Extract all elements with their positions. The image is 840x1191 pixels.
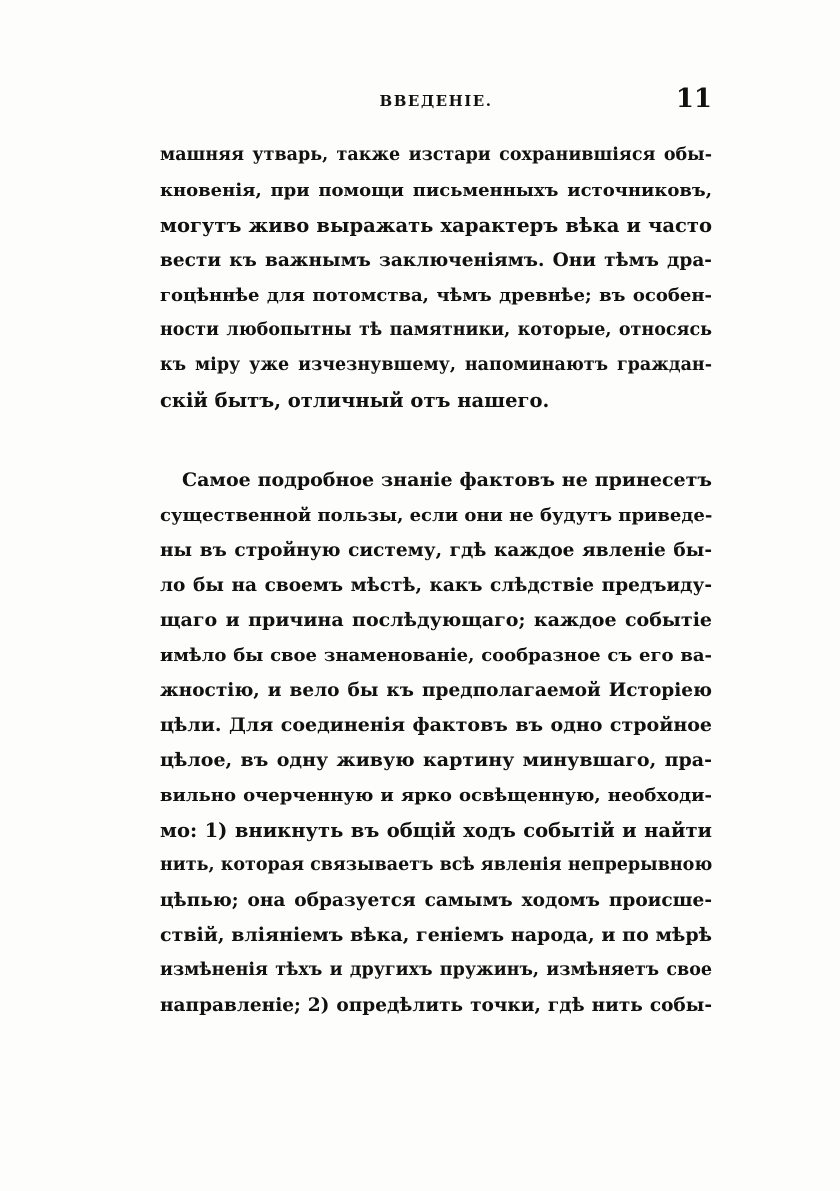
text-line: скій бытъ, отличный отъ нашего. [160, 389, 550, 412]
text-line: Самое подробное знаніе фактовъ не принесетъ [182, 469, 712, 491]
text-line: гоцѣннѣе для потомства, чѣмъ древнѣе; въ особен- [160, 285, 712, 306]
text-line: щаго и причина послѣдующаго; каждое событіе [160, 609, 712, 631]
text-line: могутъ живо выражать характеръ вѣка и часто [160, 214, 712, 237]
text-line: направленіе; 2) опредѣлить точки, гдѣ нить собы- [160, 995, 712, 1016]
text-line: вести къ важнымъ заключеніямъ. Они тѣмъ дра- [160, 250, 712, 271]
paragraph-1 [160, 138, 712, 418]
text-line: имѣло бы свое знаменованіе, сообразное съ его ва- [160, 645, 712, 666]
text-line: машняя утварь, также изстари сохранившіяся обы- [160, 145, 712, 165]
text-line: жностію, и вело бы къ предполагаемой Исторіею [160, 680, 712, 701]
text-line: ны въ стройную систему, гдѣ каждое явленіе бы- [160, 540, 712, 561]
running-title: ВВЕДЕНІЕ. [379, 92, 493, 110]
text-line: ствій, вліяніемъ вѣка, геніемъ народа, и по мѣрѣ [160, 924, 712, 946]
text-line: ло бы на своемъ мѣстѣ, какъ слѣдствіе предъиду- [160, 575, 712, 596]
running-head [160, 86, 712, 116]
text-line: кновенія, при помощи письменныхъ источниковъ, [160, 180, 712, 201]
text-line: мо: 1) вникнуть въ общій ходъ событій и найти [160, 819, 712, 842]
text-line: измѣненія тѣхъ и другихъ пружинъ, измѣняетъ свое [160, 960, 712, 980]
text-line: ности любопытны тѣ памятники, которые, относясь [160, 320, 712, 340]
page-number: 11 [675, 84, 712, 114]
text-line: цѣли. Для соединенія фактовъ въ одно стройное [160, 714, 712, 736]
text-line: вильно очерченную и ярко освѣщенную, необходи- [160, 785, 712, 806]
text-line: цѣпью; она образуется самымъ ходомъ происше- [160, 890, 712, 911]
text-line: нить, которая связываетъ всѣ явленія непрерывною [160, 855, 713, 875]
text-line: къ міру уже изчезнувшему, напоминаютъ граждан- [160, 355, 712, 375]
paragraph-2 [160, 463, 712, 1023]
text-line: цѣлое, въ одну живую картину минувшаго, пра- [160, 749, 712, 771]
text-line: существенной пользы, если они не будутъ приведе- [160, 505, 713, 526]
